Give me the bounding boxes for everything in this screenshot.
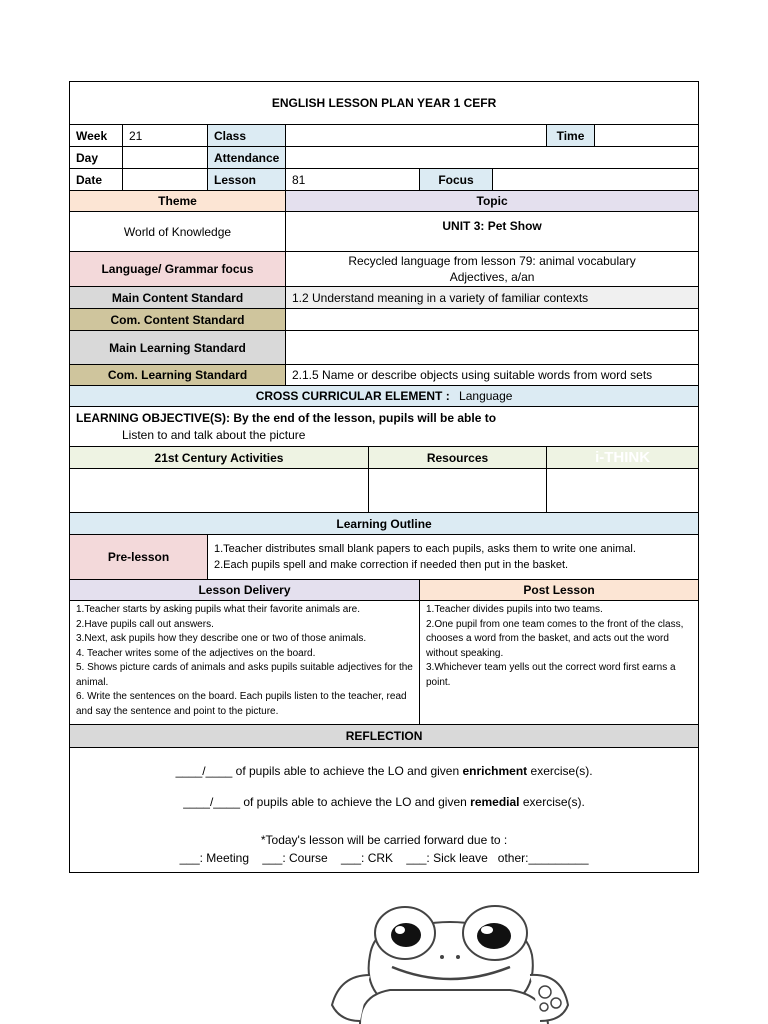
- reflection-text: exercise(s).: [519, 795, 585, 809]
- resources-label: Resources: [369, 447, 547, 469]
- time-value: [595, 125, 699, 147]
- delivery-step: 3.Next, ask pupils how they describe one or two of those animals.: [76, 633, 367, 644]
- main-learning-standard-value: [286, 331, 699, 365]
- learning-objective-value: Listen to and talk about the picture: [122, 427, 306, 442]
- day-label: Day: [70, 147, 123, 169]
- ithink-label: i-THINK: [547, 447, 699, 469]
- week-label: Week: [70, 125, 123, 147]
- resources-value: [369, 469, 547, 513]
- lesson-value: 81: [286, 169, 420, 191]
- com-content-standard-label: Com. Content Standard: [70, 309, 286, 331]
- delivery-step: 6. Write the sentences on the board. Each pupils listen to the teacher, read and say the sentence and point to the picture.: [76, 691, 407, 717]
- post-step: 3.Whichever team yells out the correct word first earns a point.: [426, 662, 676, 688]
- reflection-label: REFLECTION: [70, 725, 699, 748]
- day-value: [123, 147, 208, 169]
- reflection-enrichment-line: [76, 762, 692, 780]
- grammar-label: Language/ Grammar focus: [70, 252, 286, 287]
- frog-illustration: [300, 895, 600, 1024]
- class-value: [286, 125, 547, 147]
- pre-lesson-label: Pre-lesson: [70, 535, 208, 580]
- com-learning-standard-value: 2.1.5 Name or describe objects using suitable words from word sets: [286, 365, 699, 386]
- century-activities-label: 21st Century Activities: [70, 447, 369, 469]
- remedial-word: remedial: [470, 795, 520, 809]
- main-learning-standard-label: Main Learning Standard: [70, 331, 286, 365]
- delivery-step: 5. Shows picture cards of animals and asks pupils suitable adjectives for the animal.: [76, 662, 413, 688]
- attendance-value: [286, 147, 699, 169]
- main-content-standard-label: Main Content Standard: [70, 287, 286, 309]
- grammar-value: [286, 252, 699, 287]
- date-value: [123, 169, 208, 191]
- carry-forward-text: *Today's lesson will be carried forward due to :: [260, 833, 508, 847]
- delivery-step: 1.Teacher starts by asking pupils what their favorite animals are.: [76, 604, 361, 615]
- lesson-delivery-label: Lesson Delivery: [70, 580, 420, 601]
- pre-lesson-content: [208, 535, 699, 580]
- post-lesson-label: Post Lesson: [420, 580, 699, 601]
- week-value: 21: [123, 125, 208, 147]
- enrichment-word: enrichment: [462, 764, 528, 778]
- com-learning-standard-label: Com. Learning Standard: [70, 365, 286, 386]
- ithink-value: [547, 469, 699, 513]
- page-title: ENGLISH LESSON PLAN YEAR 1 CEFR: [70, 82, 699, 125]
- main-content-standard-value: 1.2 Understand meaning in a variety of familiar contexts: [286, 287, 699, 309]
- attendance-label: Attendance: [208, 147, 286, 169]
- time-label: Time: [547, 125, 595, 147]
- cross-curricular-label: CROSS CURRICULAR ELEMENT :: [255, 389, 450, 403]
- focus-value: [493, 169, 699, 191]
- date-label: Date: [70, 169, 123, 191]
- reflection-content: [70, 748, 699, 873]
- topic-label: Topic: [286, 191, 699, 212]
- century-activities-value: [70, 469, 369, 513]
- reflection-text: ____/____ of pupils able to achieve the LO and given: [175, 764, 463, 778]
- grammar-line-2: Adjectives, a/an: [449, 270, 535, 284]
- learning-objective: [70, 407, 699, 447]
- reflection-remedial-line: [76, 793, 692, 811]
- topic-value: UNIT 3: Pet Show: [286, 212, 699, 252]
- learning-objective-label: LEARNING OBJECTIVE(S): By the end of the lesson, pupils will be able to: [76, 410, 497, 425]
- theme-label: Theme: [70, 191, 286, 212]
- cross-curricular-element: [70, 386, 699, 407]
- lesson-delivery-content: [70, 601, 420, 725]
- focus-label: Focus: [420, 169, 493, 191]
- lesson-plan-sheet: [69, 81, 698, 873]
- post-step: 1.Teacher divides pupils into two teams.: [426, 604, 603, 615]
- class-label: Class: [208, 125, 286, 147]
- delivery-step: 4. Teacher writes some of the adjectives on the board.: [76, 647, 316, 659]
- reflection-text: ____/____ of pupils able to achieve the LO and given: [183, 795, 471, 809]
- lesson-label: Lesson: [208, 169, 286, 191]
- delivery-step: 2.Have pupils call out answers.: [76, 618, 214, 630]
- post-step: 2.One pupil from one team comes to the front of the class, chooses a word from the basket, and acts out the word without speaking.: [426, 618, 684, 659]
- com-content-standard-value: [286, 309, 699, 331]
- pre-lesson-step: 2.Each pupils spell and make correction if needed then put in the basket.: [214, 559, 569, 571]
- cross-curricular-value: Language: [459, 389, 513, 403]
- reflection-text: exercise(s).: [527, 764, 593, 778]
- pre-lesson-step: 1.Teacher distributes small blank papers to each pupils, asks them to write one animal.: [214, 543, 636, 555]
- theme-value: World of Knowledge: [70, 212, 286, 252]
- carry-forward-reasons: ___: Meeting ___: Course ___: CRK ___: Sick leave other:_________: [179, 851, 589, 865]
- learning-outline-label: Learning Outline: [70, 513, 699, 535]
- post-lesson-content: [420, 601, 699, 725]
- lesson-plan-table: [69, 81, 699, 873]
- grammar-line-1: Recycled language from lesson 79: animal vocabulary: [348, 254, 636, 268]
